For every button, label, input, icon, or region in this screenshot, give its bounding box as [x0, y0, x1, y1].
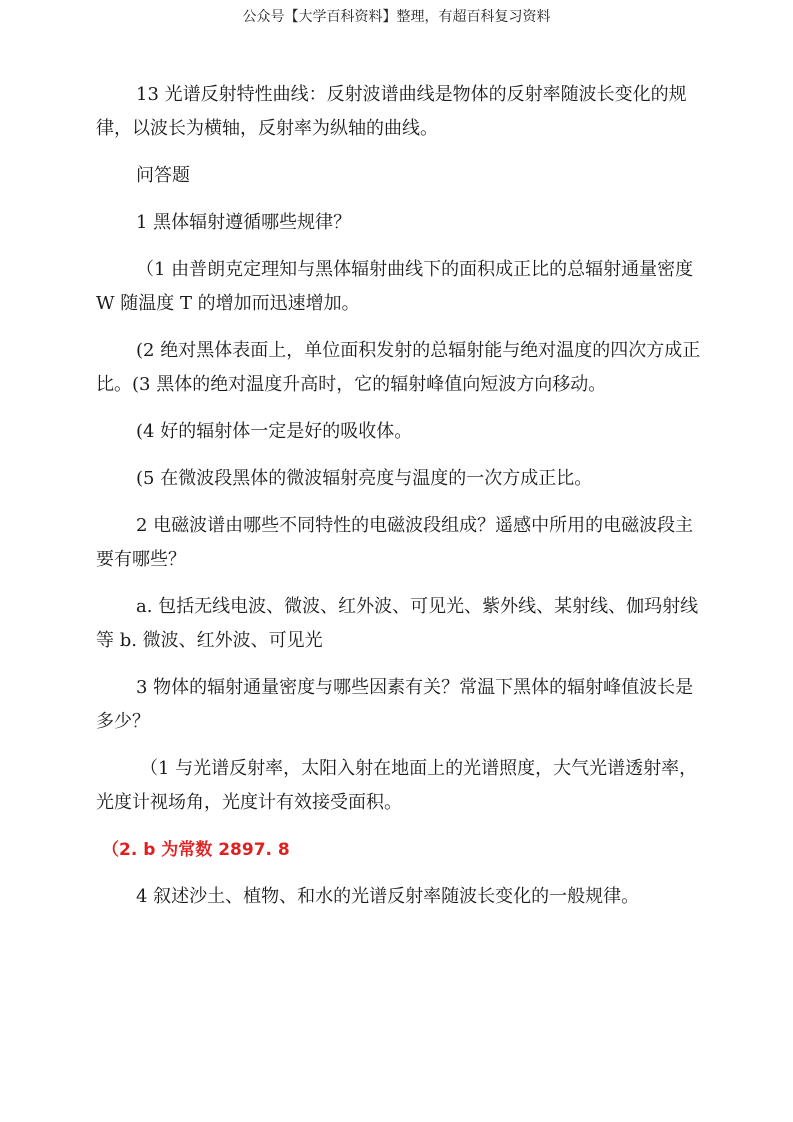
answer-1-point-1: （1 由普朗克定理知与黑体辐射曲线下的面积成正比的总辐射通量密度 W 随温度 T 的增加而迅速增加。	[96, 259, 694, 314]
answer-3-point-1: （1 与光谱反射率，太阳入射在地面上的光谱照度，大气光谱透射率，光度计视场角，光度计有效接受面积。	[96, 758, 698, 813]
answer-3-point-2-highlight: （2. b 为常数 2897. 8	[102, 840, 290, 860]
section-heading-qa: 问答题	[136, 165, 190, 186]
question-3: 3 物体的辐射通量密度与哪些因素有关？常温下黑体的辐射峰值波长是多少？	[96, 677, 694, 732]
definition-spectral-reflectance-curve: 13 光谱反射特性曲线：反射波谱曲线是物体的反射率随波长变化的规律，以波长为横轴，反射率为纵轴的曲线。	[96, 84, 687, 139]
answer-1-point-2-3: (2 绝对黑体表面上，单位面积发射的总辐射能与绝对温度的四次方成正比。(3 黑体的绝对温度升高时，它的辐射峰值向短波方向移动。	[96, 340, 701, 395]
document-body	[96, 78, 706, 927]
answer-1-point-4: (4 好的辐射体一定是好的吸收体。	[136, 421, 413, 442]
question-2: 2 电磁波谱由哪些不同特性的电磁波段组成？遥感中所用的电磁波段主要有哪些？	[96, 515, 694, 570]
answer-1-point-5: (5 在微波段黑体的微波辐射亮度与温度的一次方成正比。	[136, 468, 593, 489]
answer-2: a. 包括无线电波、微波、红外波、可见光、紫外线、某射线、伽玛射线等 b. 微波、红外波、可见光	[96, 596, 699, 651]
question-4: 4 叙述沙土、植物、和水的光谱反射率随波长变化的一般规律。	[136, 886, 640, 907]
question-1: 1 黑体辐射遵循哪些规律？	[136, 212, 352, 233]
page-header: 公众号【大学百科资料】整理，有超百科复习资料	[242, 9, 551, 25]
